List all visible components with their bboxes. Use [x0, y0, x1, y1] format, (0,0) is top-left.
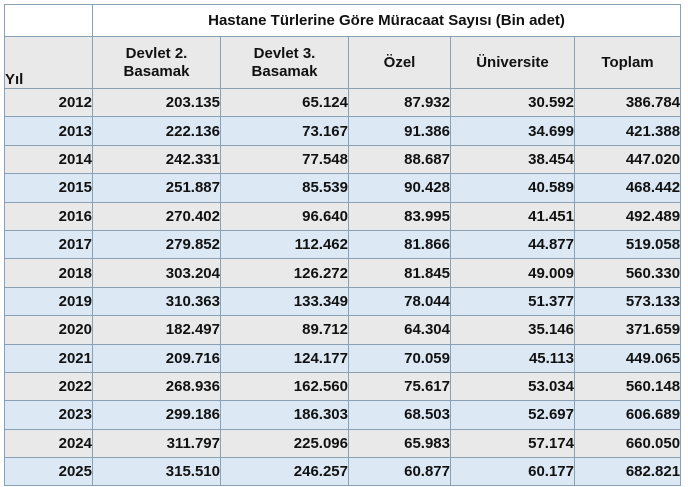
column-header-line1-0: Devlet 2. [125, 45, 188, 63]
row-year: 2015 [5, 174, 93, 202]
column-header-line2-1: Basamak [251, 62, 318, 80]
cell-value: 251.887 [93, 174, 221, 202]
cell-value: 51.377 [451, 287, 575, 315]
cell-value: 60.877 [349, 458, 451, 486]
row-year: 2018 [5, 259, 93, 287]
cell-value: 44.877 [451, 230, 575, 258]
column-header-2 [349, 37, 451, 89]
cell-value: 606.689 [575, 401, 681, 429]
table-row [5, 259, 681, 287]
cell-value: 57.174 [451, 429, 575, 457]
cell-value: 65.124 [221, 89, 349, 117]
cell-value: 560.330 [575, 259, 681, 287]
cell-value: 660.050 [575, 429, 681, 457]
cell-value: 75.617 [349, 372, 451, 400]
cell-value: 87.932 [349, 89, 451, 117]
column-header-year: Yıl [5, 37, 93, 89]
row-year: 2013 [5, 117, 93, 145]
cell-value: 40.589 [451, 174, 575, 202]
cell-value: 315.510 [93, 458, 221, 486]
cell-value: 279.852 [93, 230, 221, 258]
cell-value: 492.489 [575, 202, 681, 230]
row-year: 2022 [5, 372, 93, 400]
cell-value: 78.044 [349, 287, 451, 315]
table-row [5, 230, 681, 258]
cell-value: 68.503 [349, 401, 451, 429]
table-row [5, 287, 681, 315]
cell-value: 303.204 [93, 259, 221, 287]
cell-value: 65.983 [349, 429, 451, 457]
column-header-1 [221, 37, 349, 89]
column-header-0 [93, 37, 221, 89]
cell-value: 246.257 [221, 458, 349, 486]
table-row [5, 316, 681, 344]
row-year: 2025 [5, 458, 93, 486]
cell-value: 52.697 [451, 401, 575, 429]
row-year: 2024 [5, 429, 93, 457]
cell-value: 682.821 [575, 458, 681, 486]
cell-value: 299.186 [93, 401, 221, 429]
column-header-3 [451, 37, 575, 89]
table-row [5, 202, 681, 230]
cell-value: 124.177 [221, 344, 349, 372]
cell-value: 83.995 [349, 202, 451, 230]
cell-value: 60.177 [451, 458, 575, 486]
cell-value: 81.845 [349, 259, 451, 287]
column-header-4 [575, 37, 681, 89]
cell-value: 225.096 [221, 429, 349, 457]
cell-value: 90.428 [349, 174, 451, 202]
row-year: 2023 [5, 401, 93, 429]
title-row-spacer [5, 5, 93, 37]
cell-value: 112.462 [221, 230, 349, 258]
row-year: 2016 [5, 202, 93, 230]
cell-value: 268.936 [93, 372, 221, 400]
cell-value: 162.560 [221, 372, 349, 400]
cell-value: 53.034 [451, 372, 575, 400]
cell-value: 30.592 [451, 89, 575, 117]
cell-value: 89.712 [221, 316, 349, 344]
cell-value: 64.304 [349, 316, 451, 344]
cell-value: 126.272 [221, 259, 349, 287]
cell-value: 222.136 [93, 117, 221, 145]
cell-value: 371.659 [575, 316, 681, 344]
cell-value: 81.866 [349, 230, 451, 258]
column-header-line2-0: Basamak [123, 62, 190, 80]
cell-value: 560.148 [575, 372, 681, 400]
cell-value: 573.133 [575, 287, 681, 315]
cell-value: 88.687 [349, 145, 451, 173]
cell-value: 310.363 [93, 287, 221, 315]
cell-value: 41.451 [451, 202, 575, 230]
table-title-row [5, 5, 681, 37]
column-header-line1-3: Üniversite [476, 53, 549, 71]
cell-value: 203.135 [93, 89, 221, 117]
cell-value: 49.009 [451, 259, 575, 287]
column-header-line1-2: Özel [383, 53, 416, 71]
table-row [5, 401, 681, 429]
row-year: 2021 [5, 344, 93, 372]
row-year: 2020 [5, 316, 93, 344]
cell-value: 519.058 [575, 230, 681, 258]
cell-value: 45.113 [451, 344, 575, 372]
column-header-line1-1: Devlet 3. [253, 45, 316, 63]
cell-value: 38.454 [451, 145, 575, 173]
table-row [5, 372, 681, 400]
cell-value: 421.388 [575, 117, 681, 145]
cell-value: 242.331 [93, 145, 221, 173]
table-row [5, 117, 681, 145]
table-title: Hastane Türlerine Göre Müracaat Sayısı (Bin adet) [93, 5, 681, 37]
cell-value: 311.797 [93, 429, 221, 457]
table-row [5, 145, 681, 173]
table-row [5, 458, 681, 486]
table-row [5, 429, 681, 457]
row-year: 2017 [5, 230, 93, 258]
cell-value: 186.303 [221, 401, 349, 429]
cell-value: 209.716 [93, 344, 221, 372]
cell-value: 35.146 [451, 316, 575, 344]
table-header-row [5, 37, 681, 89]
cell-value: 270.402 [93, 202, 221, 230]
cell-value: 85.539 [221, 174, 349, 202]
cell-value: 77.548 [221, 145, 349, 173]
table-row [5, 89, 681, 117]
cell-value: 182.497 [93, 316, 221, 344]
row-year: 2019 [5, 287, 93, 315]
table-row [5, 344, 681, 372]
hospital-admissions-table [4, 4, 681, 486]
cell-value: 34.699 [451, 117, 575, 145]
column-header-line1-4: Toplam [601, 53, 654, 71]
table-row [5, 174, 681, 202]
cell-value: 468.442 [575, 174, 681, 202]
cell-value: 133.349 [221, 287, 349, 315]
cell-value: 91.386 [349, 117, 451, 145]
cell-value: 386.784 [575, 89, 681, 117]
row-year: 2012 [5, 89, 93, 117]
cell-value: 96.640 [221, 202, 349, 230]
cell-value: 447.020 [575, 145, 681, 173]
cell-value: 73.167 [221, 117, 349, 145]
cell-value: 449.065 [575, 344, 681, 372]
cell-value: 70.059 [349, 344, 451, 372]
row-year: 2014 [5, 145, 93, 173]
